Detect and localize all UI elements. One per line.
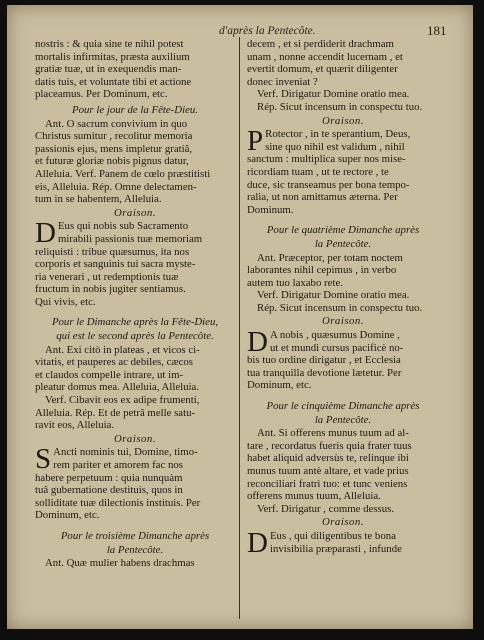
prayer-paragraph	[247, 125, 439, 216]
text-line: unam , nonne accendit lucernam , et	[247, 50, 403, 63]
text-line: Rép. Sicut incensum in conspectu tuo.	[257, 100, 423, 113]
book-page	[7, 5, 473, 629]
text-line: evertit domum, et quærit diligenter	[247, 63, 398, 76]
text-line: rem pariter et amorem fac nos	[53, 459, 183, 471]
text-line: Dominum, etc.	[247, 379, 312, 392]
text-line: et claudos compelle intrare, ut im-	[35, 368, 184, 381]
drop-cap: D	[247, 326, 268, 359]
oraison-heading: Oraison.	[321, 315, 365, 328]
oraison-heading: Oraison.	[321, 516, 365, 529]
drop-cap: S	[35, 443, 52, 476]
drop-cap: D	[247, 526, 268, 559]
prayer-paragraph	[247, 526, 439, 559]
text-line: laborantes nihil cepimus , in verbo	[247, 264, 397, 277]
text-line: Ant. Quæ mulier habens drachmas	[45, 557, 195, 570]
text-line: fructum in nobis jugiter sentiamus.	[35, 283, 186, 296]
text-line: duce, sic transeamus per bona tempo-	[247, 178, 410, 191]
text-line: Eus , qui diligentibus te bona	[269, 529, 396, 542]
text-line: A nobis , quæsumus Domine ,	[269, 329, 400, 342]
text-line: tare , recordatus fueris quia frater tuus	[247, 439, 412, 452]
text-line: ralia, ut non amittamus æterna. Per	[247, 191, 398, 204]
text-line: eis, Alleluia. Rép. Omne delectamen-	[35, 180, 197, 193]
text-line: Ancti nominis tui, Domine, timo-	[53, 446, 198, 459]
text-line: Alleluia. Verf. Panem de cœlo præstitisti	[35, 167, 211, 180]
text-line: datis tuis, et voluntate tibi et actione	[35, 75, 192, 88]
left-column	[35, 38, 235, 570]
text-line: Ant. Si offerens munus tuum ad al-	[257, 427, 409, 440]
text-line: ricordiam tuam , ut te rectore , te	[247, 165, 389, 178]
section-heading: Pour le Dimanche après la Fête-Dieu,	[51, 316, 219, 329]
text-line: passionis ejus, mens impletur gratiâ,	[35, 142, 193, 155]
text-line: Alleluia. Rép. Et de petrâ melle satu-	[35, 406, 196, 419]
text-line: habet aliquid adversùs te, relinque ibi	[247, 452, 409, 465]
text-line: mortalis infirmitas, præsta auxilium	[35, 50, 190, 63]
text-line: Rotector , in te sperantium, Deus,	[265, 128, 411, 141]
section-heading: qui est le second après la Pentecôte.	[56, 330, 214, 343]
text-line: tua tranquilla devotione lætetur. Per	[247, 366, 402, 379]
text-line: Christus sumitur , recolitur memoria	[35, 130, 193, 143]
text-line: Ant. O sacrum convivium in quo	[45, 117, 188, 130]
oraison-heading: Oraison.	[321, 114, 365, 127]
running-title: d'après la Pentecôte.	[219, 25, 316, 37]
text-line: autem tuo laxabo rete.	[247, 276, 343, 289]
text-line: decem , et si perdiderit drachmam	[247, 38, 394, 50]
oraison-heading: Oraison.	[113, 432, 157, 445]
text-line: Qui vivis, etc.	[35, 295, 96, 308]
text-line: vitatis, et pauperes ac debiles, cæcos	[35, 356, 193, 369]
text-line: Dominum.	[247, 203, 294, 216]
text-line: sanctum : multiplica super nos mise-	[247, 153, 406, 166]
text-line: tum in se habentem, Alleluia.	[35, 193, 162, 206]
text-line: ria venerari , ut redemptionis tuæ	[35, 270, 179, 283]
text-line: reconciliari fratri tuo: et tunc veniens	[247, 477, 408, 490]
text-line: tuâ gubernatione destituis, quos in	[35, 484, 183, 497]
text-line: mirabili passionis tuæ memoriam	[57, 232, 203, 245]
section-heading: la Pentecôte.	[106, 543, 164, 556]
prayer-paragraph	[35, 217, 235, 308]
prayer-paragraph	[35, 443, 235, 522]
text-line: Verf. Cibavit eos ex adipe frumenti,	[45, 394, 200, 407]
text-line: et futuræ gloriæ nobis pignus datur,	[35, 155, 189, 168]
text-line: Verf. Dirigatur Domine oratio mea.	[257, 289, 410, 302]
text-line: bis tuo ordine dirigatur , et Ecclesia	[247, 354, 401, 367]
drop-cap: P	[247, 125, 264, 158]
right-column	[247, 38, 439, 559]
section-heading: Pour le quatrième Dimanche après	[266, 224, 420, 237]
text-line: sine quo nihil est validum , nihil	[265, 140, 405, 153]
section-heading: Pour le troisième Dimanche après	[60, 529, 210, 542]
text-line: ravit eos, Alleluia.	[35, 419, 115, 432]
text-line: Eus qui nobis sub Sacramento	[57, 220, 189, 233]
text-line: pleatur domus mea. Alleluia, Alleluia.	[35, 381, 200, 394]
text-line: Verf. Dirigatur Domine oratio mea.	[257, 88, 410, 101]
column-divider	[239, 37, 240, 619]
text-line: ut et mundi cursus pacificè no-	[269, 341, 404, 354]
text-line: donec inveniat ?	[247, 75, 318, 88]
drop-cap: D	[35, 217, 56, 250]
text-line: habere perpetuum : quia nunquàm	[35, 471, 183, 484]
text-line: gratiæ tuæ, ut in exequendis man-	[35, 63, 182, 76]
oraison-heading: Oraison.	[113, 206, 157, 219]
text-line: Verf. Dirigatur , comme dessus.	[257, 502, 395, 515]
text-line: Ant. Præceptor, per totam noctem	[257, 251, 403, 264]
text-line: munus tuum antè altare, et vade prius	[247, 465, 409, 477]
section-heading: Pour le jour de la Fête-Dieu.	[72, 103, 198, 116]
text-line: nostris : & quia sine te nihil potest	[35, 38, 184, 50]
page-number: 181	[427, 23, 447, 38]
section-heading: la Pentecôte.	[314, 413, 372, 426]
text-line: invisibilia præparasti , infunde	[269, 542, 402, 555]
text-line: solliditate tuæ dilectionis instituis. Per	[35, 496, 201, 509]
text-line: reliquisti : tribue quæsumus, ita nos	[35, 245, 190, 258]
text-line: offerens munus tuum, Alleluia.	[247, 490, 381, 503]
text-line: corporis et sanguinis tui sacra myste-	[35, 258, 196, 271]
text-line: Dominum, etc.	[35, 509, 100, 522]
text-line: Rép. Sicut incensum in conspectu tuo.	[257, 301, 423, 314]
text-line: Ant. Exi citò in plateas , et vicos ci-	[45, 343, 200, 356]
section-heading: la Pentecôte.	[314, 237, 372, 250]
section-heading: Pour le cinquième Dimanche après	[266, 400, 420, 413]
prayer-paragraph	[247, 326, 439, 392]
text-line: placeamus. Per Dominum, etc.	[35, 88, 168, 101]
